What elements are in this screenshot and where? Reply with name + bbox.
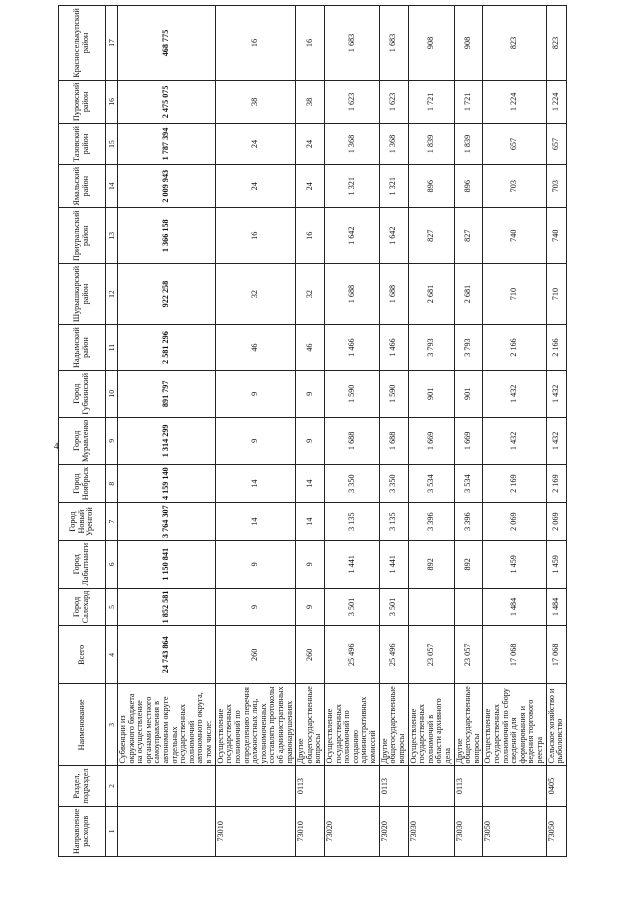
value-cell: 4 159 140 — [118, 465, 216, 503]
value-cell: 3 501 — [379, 588, 408, 626]
value-cell: 14 — [215, 503, 295, 541]
table-row — [118, 1, 216, 857]
value-cell: 1 787 394 — [118, 124, 216, 165]
column-header-15: Тазовский район — [59, 124, 106, 165]
value-cell: 260 — [215, 626, 295, 684]
value-cell: 17 068 — [483, 626, 546, 684]
value-cell: 14 — [215, 465, 295, 503]
column-number-3: 3 — [106, 684, 118, 766]
value-cell: 703 — [483, 164, 546, 208]
section-code: 0113 — [379, 766, 408, 806]
column-header-5: Город Салехард — [59, 588, 106, 626]
value-cell: 1 321 — [325, 164, 380, 208]
column-number-11: 11 — [106, 325, 118, 371]
value-cell: 9 — [296, 541, 325, 589]
value-cell: 23 057 — [408, 626, 454, 684]
value-cell: 1 441 — [325, 541, 380, 589]
expense-code: 73010 — [215, 806, 295, 856]
column-header-7: Город Новый Уренгой — [59, 503, 106, 541]
table-row — [483, 1, 546, 857]
column-number-13: 13 — [106, 208, 118, 263]
expense-code — [118, 806, 216, 856]
section-code — [118, 766, 216, 806]
value-cell: 25 496 — [379, 626, 408, 684]
value-cell: 892 — [408, 541, 454, 589]
value-cell: 3 350 — [325, 465, 380, 503]
column-number-5: 5 — [106, 588, 118, 626]
value-cell: 896 — [408, 164, 454, 208]
column-header-6: Город Лабытнанги — [59, 541, 106, 589]
value-cell: 1 466 — [325, 325, 380, 371]
value-cell: 901 — [454, 370, 483, 417]
value-cell: 827 — [454, 208, 483, 263]
column-header-11: Надымский район — [59, 325, 106, 371]
column-header-1: Направление расходов — [59, 806, 106, 856]
value-cell: 1 683 — [379, 6, 408, 80]
value-cell — [454, 588, 483, 626]
value-cell: 1 314 299 — [118, 417, 216, 464]
column-header-17: Красноселькупский район — [59, 6, 106, 80]
value-cell: 2 009 943 — [118, 164, 216, 208]
column-number-6: 6 — [106, 541, 118, 589]
section-code — [215, 766, 295, 806]
value-cell: 657 — [546, 124, 566, 165]
value-cell: 9 — [215, 541, 295, 589]
column-header-9: Город Муравленко — [59, 417, 106, 464]
expense-code: 73020 — [379, 806, 408, 856]
value-cell: 740 — [483, 208, 546, 263]
value-cell: 1 366 158 — [118, 208, 216, 263]
value-cell: 17 068 — [546, 626, 566, 684]
value-cell: 1 623 — [325, 80, 380, 123]
value-cell: 1 839 — [408, 124, 454, 165]
value-cell: 922 258 — [118, 263, 216, 324]
value-cell: 1 466 — [379, 325, 408, 371]
value-cell: 9 — [215, 588, 295, 626]
row-name: Осуществление государственных полномочий по созданию административных комиссий — [325, 684, 380, 766]
value-cell: 3 135 — [325, 503, 380, 541]
value-cell: 1 590 — [379, 370, 408, 417]
value-cell: 3 793 — [454, 325, 483, 371]
value-cell: 1 721 — [408, 80, 454, 123]
row-name: Другие общегосударственные вопросы — [454, 684, 483, 766]
column-number-16: 16 — [106, 80, 118, 123]
value-cell: 46 — [296, 325, 325, 371]
column-number-14: 14 — [106, 164, 118, 208]
column-header-14: Ямальский район — [59, 164, 106, 208]
table-row — [379, 1, 408, 857]
section-code: 0113 — [296, 766, 325, 806]
column-header-13: Приуральский район — [59, 208, 106, 263]
row-name: Другие общегосударственные вопросы — [379, 684, 408, 766]
value-cell: 1 368 — [379, 124, 408, 165]
column-number-15: 15 — [106, 124, 118, 165]
value-cell: 14 — [296, 503, 325, 541]
value-cell: 9 — [296, 588, 325, 626]
value-cell: 24 — [296, 164, 325, 208]
value-cell: 2 475 075 — [118, 80, 216, 123]
value-cell: 1 642 — [325, 208, 380, 263]
value-cell: 710 — [483, 263, 546, 324]
table-row — [454, 1, 483, 857]
value-cell: 14 — [296, 465, 325, 503]
column-number-8: 8 — [106, 465, 118, 503]
value-cell: 1 459 — [483, 541, 546, 589]
value-cell: 16 — [296, 6, 325, 80]
expense-code: 73010 — [296, 806, 325, 856]
value-cell: 9 — [215, 417, 295, 464]
value-cell: 908 — [454, 6, 483, 80]
value-cell: 827 — [408, 208, 454, 263]
row-name: Осуществление государственных полномочий по сбору сведений для формирования и ведения торгового реестра — [483, 684, 546, 766]
value-cell: 1 688 — [325, 263, 380, 324]
value-cell: 1 721 — [454, 80, 483, 123]
value-cell: 1 683 — [325, 6, 380, 80]
value-cell: 1 432 — [546, 417, 566, 464]
value-cell: 823 — [483, 6, 546, 80]
value-cell: 1 688 — [379, 417, 408, 464]
value-cell: 908 — [408, 6, 454, 80]
value-cell: 892 — [454, 541, 483, 589]
value-cell: 16 — [215, 208, 295, 263]
value-cell: 3 534 — [408, 465, 454, 503]
value-cell: 1 150 841 — [118, 541, 216, 589]
value-cell: 32 — [296, 263, 325, 324]
value-cell: 1 642 — [379, 208, 408, 263]
column-header-3: Наименование — [59, 684, 106, 766]
value-cell: 1 839 — [454, 124, 483, 165]
column-number-7: 7 — [106, 503, 118, 541]
value-cell: 1 321 — [379, 164, 408, 208]
value-cell: 16 — [296, 208, 325, 263]
value-cell: 901 — [408, 370, 454, 417]
value-cell: 1 484 — [483, 588, 546, 626]
value-cell: 710 — [546, 263, 566, 324]
column-number-12: 12 — [106, 263, 118, 324]
row-name: Осуществление государственных полномочий по определению перечня должностных лиц, уполномоченных составлять протоколы об административных правонарушениях — [215, 684, 295, 766]
value-cell: 1 459 — [546, 541, 566, 589]
column-number-1: 1 — [106, 806, 118, 856]
column-header-2: Раздел, подраздел — [59, 766, 106, 806]
value-cell: 823 — [546, 6, 566, 80]
value-cell: 657 — [483, 124, 546, 165]
table-row — [296, 1, 325, 857]
value-cell: 2 681 — [408, 263, 454, 324]
column-header-16: Пуровский район — [59, 80, 106, 123]
table-row — [546, 1, 566, 857]
value-cell: 1 688 — [325, 417, 380, 464]
column-number-10: 10 — [106, 370, 118, 417]
value-cell: 1 432 — [546, 370, 566, 417]
value-cell: 23 057 — [454, 626, 483, 684]
value-cell: 24 — [296, 124, 325, 165]
value-cell: 1 224 — [483, 80, 546, 123]
value-cell: 1 590 — [325, 370, 380, 417]
value-cell: 16 — [215, 6, 295, 80]
value-cell: 24 — [215, 164, 295, 208]
expense-code: 73030 — [408, 806, 454, 856]
section-code: 0113 — [454, 766, 483, 806]
value-cell: 9 — [215, 370, 295, 417]
value-cell: 740 — [546, 208, 566, 263]
value-cell: 1 441 — [379, 541, 408, 589]
value-cell: 1 224 — [546, 80, 566, 123]
budget-table — [58, 0, 567, 857]
value-cell: 3 764 307 — [118, 503, 216, 541]
value-cell: 2 169 — [483, 465, 546, 503]
expense-code: 73030 — [454, 806, 483, 856]
section-code — [408, 766, 454, 806]
column-header-4: Всего — [59, 626, 106, 684]
value-cell: 891 797 — [118, 370, 216, 417]
table-row — [325, 1, 380, 857]
value-cell: 1 852 581 — [118, 588, 216, 626]
column-number-2: 2 — [106, 766, 118, 806]
value-cell: 9 — [296, 417, 325, 464]
table-row — [215, 1, 295, 857]
value-cell: 2 166 — [483, 325, 546, 371]
value-cell: 24 743 864 — [118, 626, 216, 684]
value-cell: 2 581 296 — [118, 325, 216, 371]
value-cell: 468 775 — [118, 6, 216, 80]
value-cell: 46 — [215, 325, 295, 371]
row-name: Сельское хозяйство и рыболовство — [546, 684, 566, 766]
column-header-10: Город Губкинский — [59, 370, 106, 417]
column-number-17: 17 — [106, 6, 118, 80]
value-cell: 2 069 — [546, 503, 566, 541]
value-cell: 3 534 — [454, 465, 483, 503]
value-cell: 2 681 — [454, 263, 483, 324]
value-cell: 3 396 — [408, 503, 454, 541]
value-cell: 3 793 — [408, 325, 454, 371]
row-name: Другие общегосударственные вопросы — [296, 684, 325, 766]
value-cell: 9 — [296, 370, 325, 417]
section-code: 0405 — [546, 766, 566, 806]
value-cell: 3 501 — [325, 588, 380, 626]
column-number-4: 4 — [106, 626, 118, 684]
value-cell: 3 135 — [379, 503, 408, 541]
value-cell: 1 432 — [483, 370, 546, 417]
value-cell: 25 496 — [325, 626, 380, 684]
page-number: 4 — [54, 441, 59, 451]
expense-code: 73050 — [483, 806, 546, 856]
value-cell: 32 — [215, 263, 295, 324]
section-code — [483, 766, 546, 806]
value-cell: 1 688 — [379, 263, 408, 324]
row-name: Осуществление государственных полномочий в области архивного дела — [408, 684, 454, 766]
column-number-9: 9 — [106, 417, 118, 464]
value-cell: 1 432 — [483, 417, 546, 464]
value-cell: 703 — [546, 164, 566, 208]
column-header-8: Город Ноябрьск — [59, 465, 106, 503]
value-cell: 896 — [454, 164, 483, 208]
value-cell — [408, 588, 454, 626]
value-cell: 2 166 — [546, 325, 566, 371]
expense-code: 73050 — [546, 806, 566, 856]
row-name: Субвенции из окружного бюджета на осуществление органами местного самоуправления в автономном округе отдельных государственных полномочий автономного округа, в том числе: — [118, 684, 216, 766]
value-cell: 38 — [215, 80, 295, 123]
value-cell: 24 — [215, 124, 295, 165]
expense-code: 73020 — [325, 806, 380, 856]
value-cell: 1 368 — [325, 124, 380, 165]
value-cell: 3 350 — [379, 465, 408, 503]
value-cell: 1 484 — [546, 588, 566, 626]
value-cell: 38 — [296, 80, 325, 123]
table-row — [408, 1, 454, 857]
value-cell: 2 169 — [546, 465, 566, 503]
column-header-12: Шурышкарский район — [59, 263, 106, 324]
value-cell: 1 623 — [379, 80, 408, 123]
section-code — [325, 766, 380, 806]
value-cell: 2 069 — [483, 503, 546, 541]
value-cell: 1 669 — [454, 417, 483, 464]
value-cell: 260 — [296, 626, 325, 684]
value-cell: 1 669 — [408, 417, 454, 464]
value-cell: 3 396 — [454, 503, 483, 541]
